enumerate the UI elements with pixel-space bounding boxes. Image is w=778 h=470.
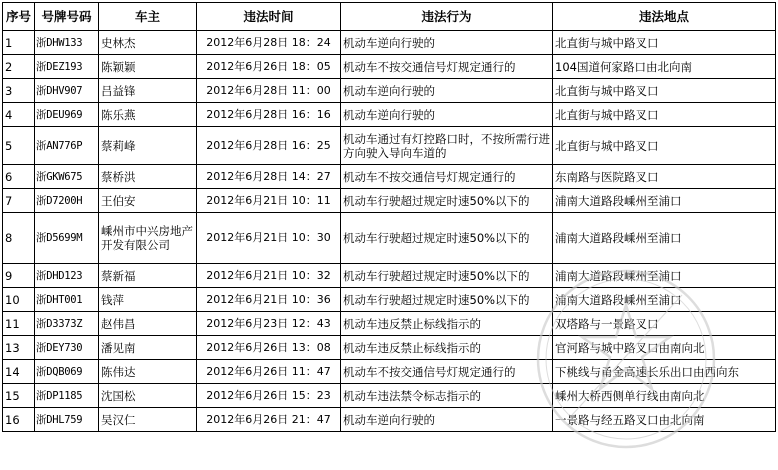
cell-plate: 浙DHV907	[35, 79, 99, 103]
cell-index: 3	[3, 79, 35, 103]
table-row	[3, 288, 776, 312]
cell-time: 2012年6月26日 21：47	[197, 408, 341, 432]
cell-time: 2012年6月21日 10：11	[197, 189, 341, 213]
cell-plate: 浙DHT001	[35, 288, 99, 312]
cell-time: 2012年6月26日 15：23	[197, 384, 341, 408]
cell-owner: 蔡新福	[99, 264, 197, 288]
cell-violation: 机动车行驶超过规定时速50%以下的	[341, 288, 553, 312]
cell-location: 东南路与医院路叉口	[553, 165, 776, 189]
cell-violation: 机动车逆向行驶的	[341, 103, 553, 127]
header-row	[3, 3, 776, 31]
cell-owner: 吕益锋	[99, 79, 197, 103]
cell-location: 浦南大道路段嵊州至浦口	[553, 189, 776, 213]
table-row	[3, 31, 776, 55]
cell-index: 13	[3, 336, 35, 360]
cell-violation: 机动车逆向行驶的	[341, 31, 553, 55]
cell-index: 4	[3, 103, 35, 127]
table-row	[3, 264, 776, 288]
table-row	[3, 312, 776, 336]
cell-index: 2	[3, 55, 35, 79]
cell-time: 2012年6月26日 11：47	[197, 360, 341, 384]
cell-location: 浦南大道路段嵊州至浦口	[553, 288, 776, 312]
cell-plate: 浙GKW675	[35, 165, 99, 189]
cell-location: 嵊州大桥西侧单行线由南向北	[553, 384, 776, 408]
cell-plate: 浙AN776P	[35, 127, 99, 165]
cell-owner: 蔡莉峰	[99, 127, 197, 165]
cell-index: 14	[3, 360, 35, 384]
cell-owner: 陈乐燕	[99, 103, 197, 127]
table-row	[3, 165, 776, 189]
cell-owner: 嵊州市中兴房地产开发有限公司	[99, 213, 197, 264]
cell-time: 2012年6月28日 14：27	[197, 165, 341, 189]
cell-violation: 机动车逆向行驶的	[341, 408, 553, 432]
cell-index: 8	[3, 213, 35, 264]
cell-time: 2012年6月23日 12：43	[197, 312, 341, 336]
cell-violation: 机动车违反禁止标线指示的	[341, 312, 553, 336]
cell-violation: 机动车行驶超过规定时速50%以下的	[341, 264, 553, 288]
cell-time: 2012年6月28日 16：25	[197, 127, 341, 165]
cell-time: 2012年6月28日 16：16	[197, 103, 341, 127]
header-plate: 号牌号码	[35, 3, 99, 31]
cell-violation: 机动车不按交通信号灯规定通行的	[341, 165, 553, 189]
cell-plate: 浙DHW133	[35, 31, 99, 55]
cell-violation: 机动车违法禁令标志指示的	[341, 384, 553, 408]
cell-owner: 蔡桥洪	[99, 165, 197, 189]
cell-location: 下桃线与甬金高速长乐出口由西向东	[553, 360, 776, 384]
cell-location: 官河路与城中路叉口由南向北	[553, 336, 776, 360]
cell-plate: 浙DHL759	[35, 408, 99, 432]
cell-location: 北直街与城中路叉口	[553, 127, 776, 165]
table-row	[3, 55, 776, 79]
cell-plate: 浙DP1185	[35, 384, 99, 408]
cell-location: 浦南大道路段嵊州至浦口	[553, 264, 776, 288]
violation-table	[2, 2, 776, 432]
table-row	[3, 336, 776, 360]
cell-location: 104国道何家路口由北向南	[553, 55, 776, 79]
cell-plate: 浙D7200H	[35, 189, 99, 213]
cell-plate: 浙DQB069	[35, 360, 99, 384]
cell-index: 10	[3, 288, 35, 312]
cell-index: 6	[3, 165, 35, 189]
cell-time: 2012年6月21日 10：36	[197, 288, 341, 312]
table-row	[3, 408, 776, 432]
cell-owner: 陈伟达	[99, 360, 197, 384]
header-time: 违法时间	[197, 3, 341, 31]
table-body	[3, 31, 776, 432]
cell-index: 11	[3, 312, 35, 336]
cell-owner: 沈国松	[99, 384, 197, 408]
cell-time: 2012年6月28日 18：24	[197, 31, 341, 55]
cell-violation: 机动车逆向行驶的	[341, 79, 553, 103]
cell-plate: 浙DHD123	[35, 264, 99, 288]
cell-location: 北直街与城中路叉口	[553, 103, 776, 127]
cell-violation: 机动车违反禁止标线指示的	[341, 336, 553, 360]
cell-index: 5	[3, 127, 35, 165]
cell-owner: 钱萍	[99, 288, 197, 312]
cell-plate: 浙DEU969	[35, 103, 99, 127]
header-owner: 车主	[99, 3, 197, 31]
cell-index: 7	[3, 189, 35, 213]
cell-violation: 机动车行驶超过规定时速50%以下的	[341, 213, 553, 264]
cell-time: 2012年6月28日 11：00	[197, 79, 341, 103]
cell-time: 2012年6月26日 13：08	[197, 336, 341, 360]
cell-index: 1	[3, 31, 35, 55]
cell-location: 北直街与城中路叉口	[553, 79, 776, 103]
cell-owner: 陈颖颖	[99, 55, 197, 79]
cell-owner: 潘见南	[99, 336, 197, 360]
cell-location: 北直街与城中路叉口	[553, 31, 776, 55]
cell-index: 9	[3, 264, 35, 288]
header-index: 序号	[3, 3, 35, 31]
cell-plate: 浙D3373Z	[35, 312, 99, 336]
cell-location: 双塔路与一景路叉口	[553, 312, 776, 336]
cell-violation: 机动车通过有灯控路口时，不按所需行进方向驶入导向车道的	[341, 127, 553, 165]
table-row	[3, 360, 776, 384]
cell-plate: 浙DEZ193	[35, 55, 99, 79]
cell-violation: 机动车不按交通信号灯规定通行的	[341, 360, 553, 384]
header-location: 违法地点	[553, 3, 776, 31]
cell-owner: 吴汉仁	[99, 408, 197, 432]
cell-location: 浦南大道路段嵊州至浦口	[553, 213, 776, 264]
cell-owner: 赵伟昌	[99, 312, 197, 336]
cell-violation: 机动车不按交通信号灯规定通行的	[341, 55, 553, 79]
cell-time: 2012年6月21日 10：32	[197, 264, 341, 288]
cell-plate: 浙D5699M	[35, 213, 99, 264]
table-row	[3, 189, 776, 213]
table-row	[3, 103, 776, 127]
cell-owner: 王伯安	[99, 189, 197, 213]
cell-location: 一景路与经五路叉口由北向南	[553, 408, 776, 432]
table-row	[3, 127, 776, 165]
cell-time: 2012年6月26日 18：05	[197, 55, 341, 79]
header-violation: 违法行为	[341, 3, 553, 31]
table-row	[3, 384, 776, 408]
cell-index: 16	[3, 408, 35, 432]
table-row	[3, 213, 776, 264]
cell-violation: 机动车行驶超过规定时速50%以下的	[341, 189, 553, 213]
cell-time: 2012年6月21日 10：30	[197, 213, 341, 264]
table-row	[3, 79, 776, 103]
cell-plate: 浙DEY730	[35, 336, 99, 360]
cell-index: 15	[3, 384, 35, 408]
cell-owner: 史林杰	[99, 31, 197, 55]
